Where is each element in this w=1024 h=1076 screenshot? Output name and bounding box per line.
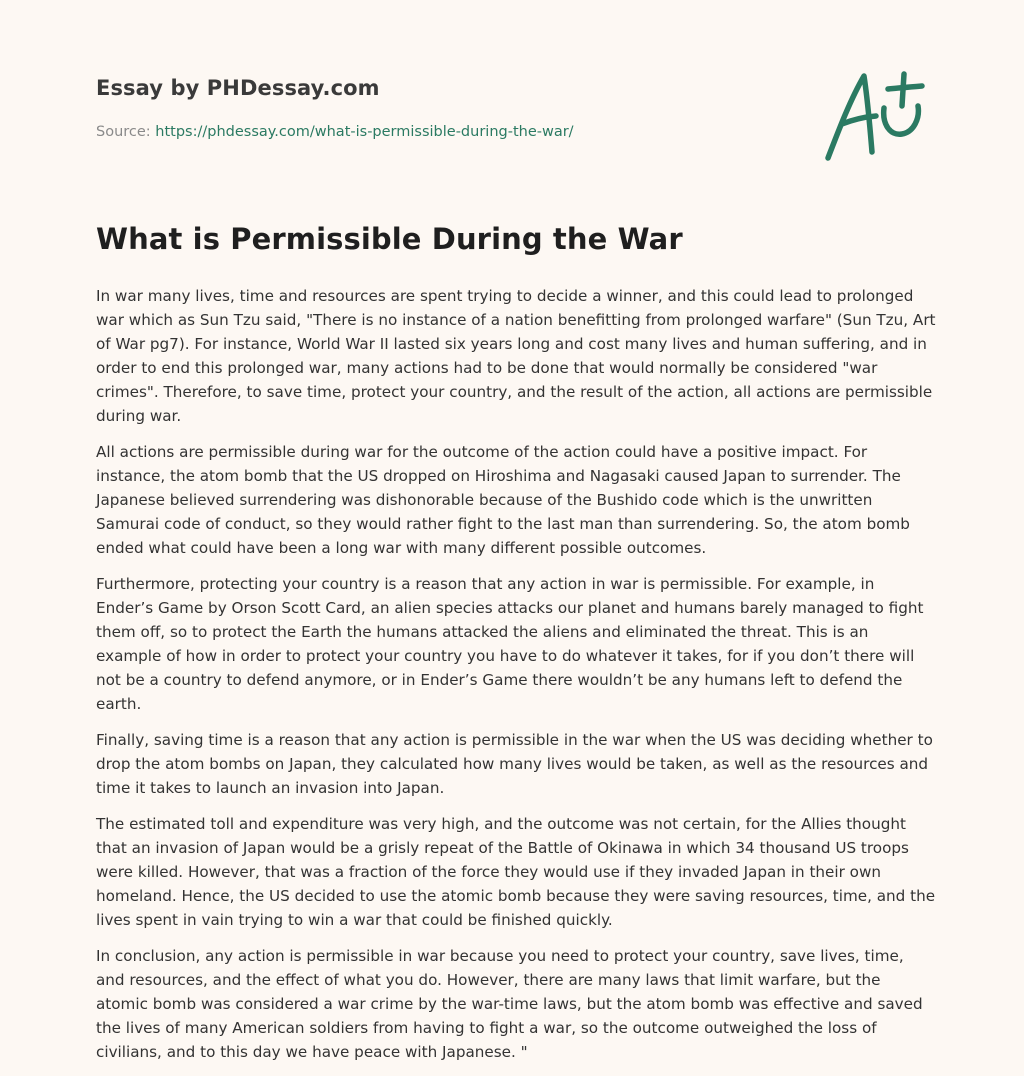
essay-paragraph: Finally, saving time is a reason that any action is permissible in the war when the US was deciding whether to drop the atom bombs on Japan, they calculated how many lives would be taken, as well as the resources and time it takes to launch an invasion into Japan. (96, 731, 933, 797)
essay-paragraph: All actions are permissible during war for the outcome of the action could have a positive impact. For instance, the atom bomb that the US dropped on Hiroshima and Nagasaki caused Japan to surrender. The Japanese believed surrendering was dishonorable because of the Bushido code which is the unwritten Samurai code of conduct, so they would rather fight to the last man than surrendering. So, the atom bomb ended what could have been a long war with many different possible outcomes. (96, 443, 910, 557)
site-brand: Essay by PHDessay.com (96, 76, 380, 100)
source-label: Source: (96, 124, 151, 140)
source-link[interactable]: https://phdessay.com/what-is-permissible-during-the-war/ (155, 124, 574, 140)
essay-body (96, 284, 936, 1076)
essay-title: What is Permissible During the War (96, 222, 683, 256)
essay-paragraph: The estimated toll and expenditure was very high, and the outcome was not certain, for the Allies thought that an invasion of Japan would be a grisly repeat of the Battle of Okinawa in which 34 thousand US troops were killed. However, that was a fraction of the force they would use if they invaded Japan in their own homeland. Hence, the US decided to use the atomic bomb because they were saving resources, time, and the lives spent in vain trying to win a war that could be finished quickly. (96, 815, 936, 929)
a-plus-grade-icon (818, 62, 936, 166)
essay-paragraph: In war many lives, time and resources are spent trying to decide a winner, and this could lead to prolonged war which as Sun Tzu said, "There is no instance of a nation benefitting from prolonged warfare" (Sun Tzu, Art of War pg7). For instance, World War II lasted six years long and cost many lives and human suffering, and in order to end this prolonged war, many actions had to be done that would normally be considered "war crimes". Therefore, to save time, protect your country, and the result of the action, all actions are permissible during war. (96, 287, 936, 425)
essay-paragraph: In conclusion, any action is permissible in war because you need to protect your country, save lives, time, and resources, and the effect of what you do. However, there are many laws that limit warfare, but the atomic bomb was considered a war crime by the war-time laws, but the atom bomb was effective and saved the lives of many American soldiers from having to fight a war, so the outcome outweighed the loss of civilians, and to this day we have peace with Japanese. " (96, 947, 923, 1061)
essay-paragraph: Furthermore, protecting your country is a reason that any action in war is permissible. For example, in Ender’s Game by Orson Scott Card, an alien species attacks our planet and humans barely managed to fight them off, so to protect the Earth the humans attacked the aliens and eliminated the threat. This is an example of how in order to protect your country you have to do whatever it takes, for if you don’t there will not be a country to defend anymore, or in Ender’s Game there wouldn’t be any humans left to defend the earth. (96, 575, 924, 713)
source-line (96, 124, 574, 140)
